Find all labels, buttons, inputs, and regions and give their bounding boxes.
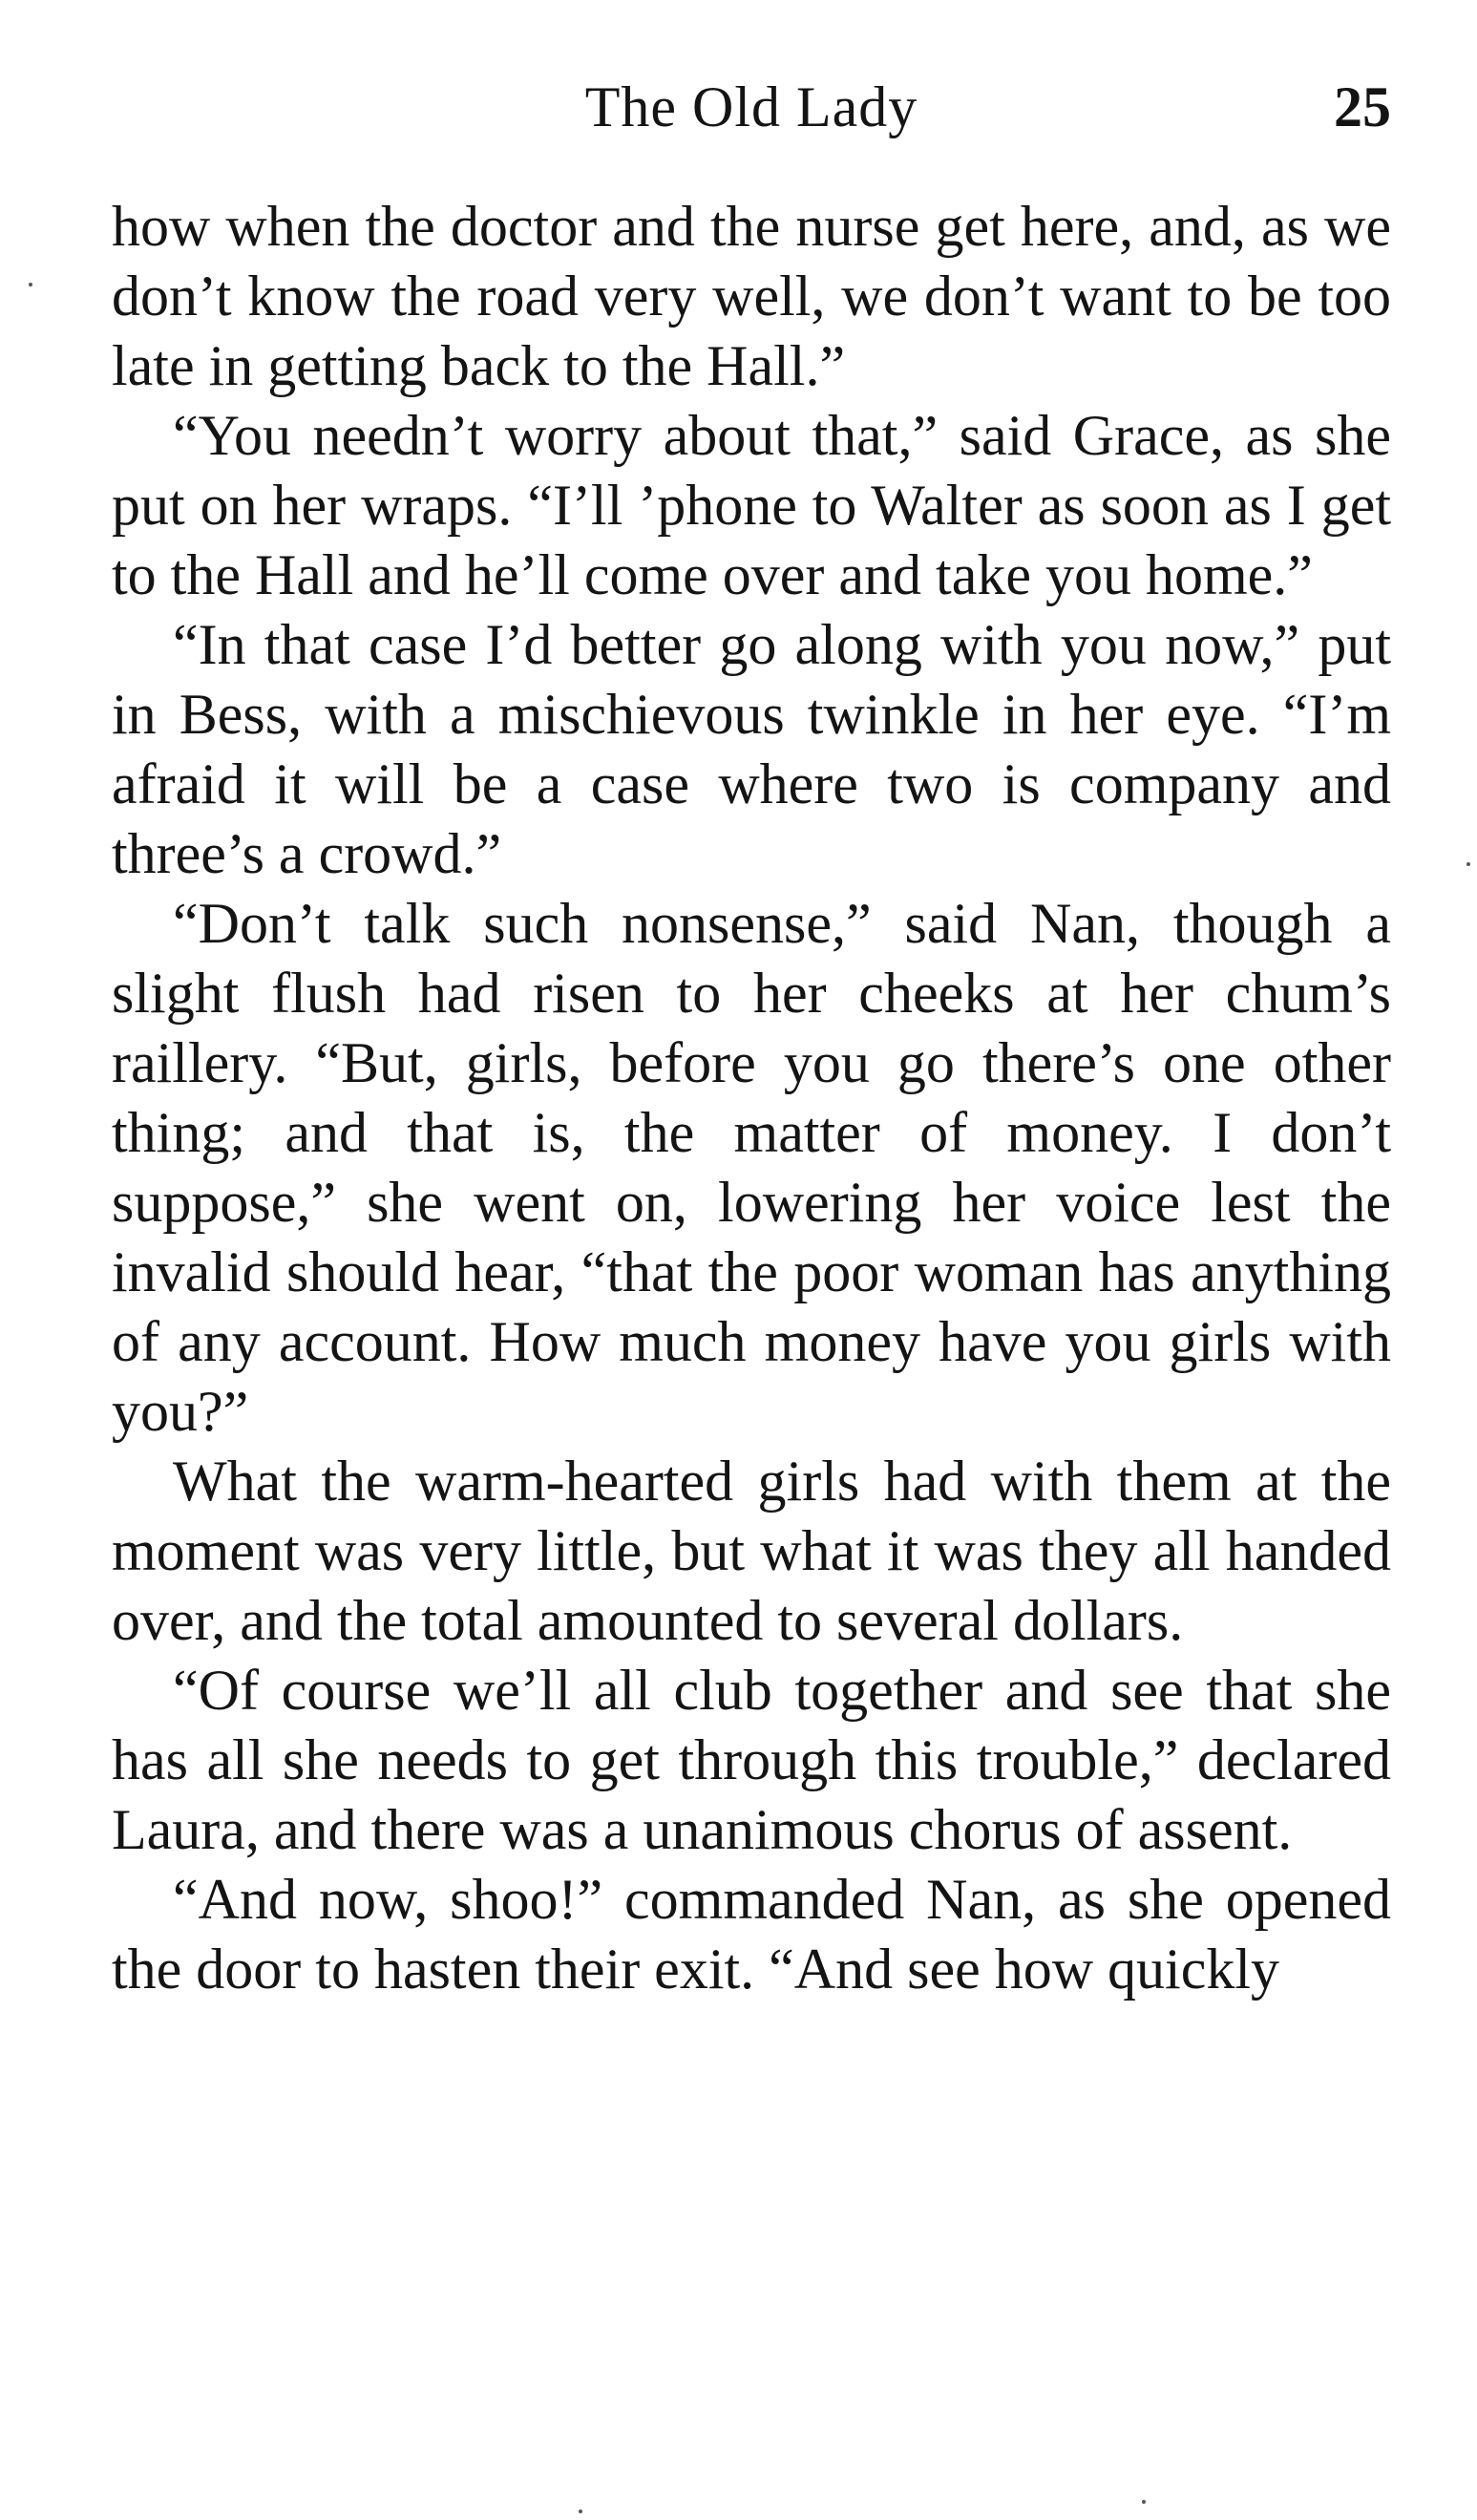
paragraph-nan-money: “Don’t talk such nonsense,” said Nan, though a slight flush had risen to her cheeks at her chum’s raillery. “But, girls, before you go there’s one other thing; and that is, the matter of money. I don’t suppose,” she went on, lowering her voice lest the invalid should hear, “that the poor woman has anything of any account. How much money have you girls with you?” (112, 892, 1391, 1443)
page-number: 25 (1334, 75, 1391, 138)
print-speck (29, 283, 32, 286)
paragraph-continued: how when the doctor and the nurse get here, and, as we don’t know the road very well, we don’t want to be too late in getting back to the Hall.” (112, 195, 1391, 397)
paragraph-grace: “You needn’t worry about that,” said Grace, as she put on her wraps. “I’ll ’phone to Walter as soon as I get to the Hall and he’ll come over and take you home.” (112, 404, 1391, 606)
paragraph-laura: “Of course we’ll all club together and see that she has all she needs to get through this trouble,” declared Laura, and there was a unanimous chorus of assent. (112, 1659, 1391, 1861)
page-title: The Old Lady (584, 75, 918, 138)
body-text (112, 192, 1391, 2004)
paragraph-nan-shoo: “And now, shoo!” commanded Nan, as she opened the door to hasten their exit. “And see how quickly (112, 1868, 1391, 2001)
print-speck (1466, 862, 1470, 866)
paragraph-bess: “In that case I’d better go along with you now,” put in Bess, with a mischievous twinkle in her eye. “I’m afraid it will be a case where two is company and three’s a crowd.” (112, 613, 1391, 885)
print-speck (1142, 2500, 1146, 2504)
running-head (112, 69, 1391, 145)
paragraph-narration: What the warm-hearted girls had with them at the moment was very little, but what it was they all handed over, and the total amounted to several dollars. (112, 1450, 1391, 1652)
print-speck (579, 2509, 582, 2513)
